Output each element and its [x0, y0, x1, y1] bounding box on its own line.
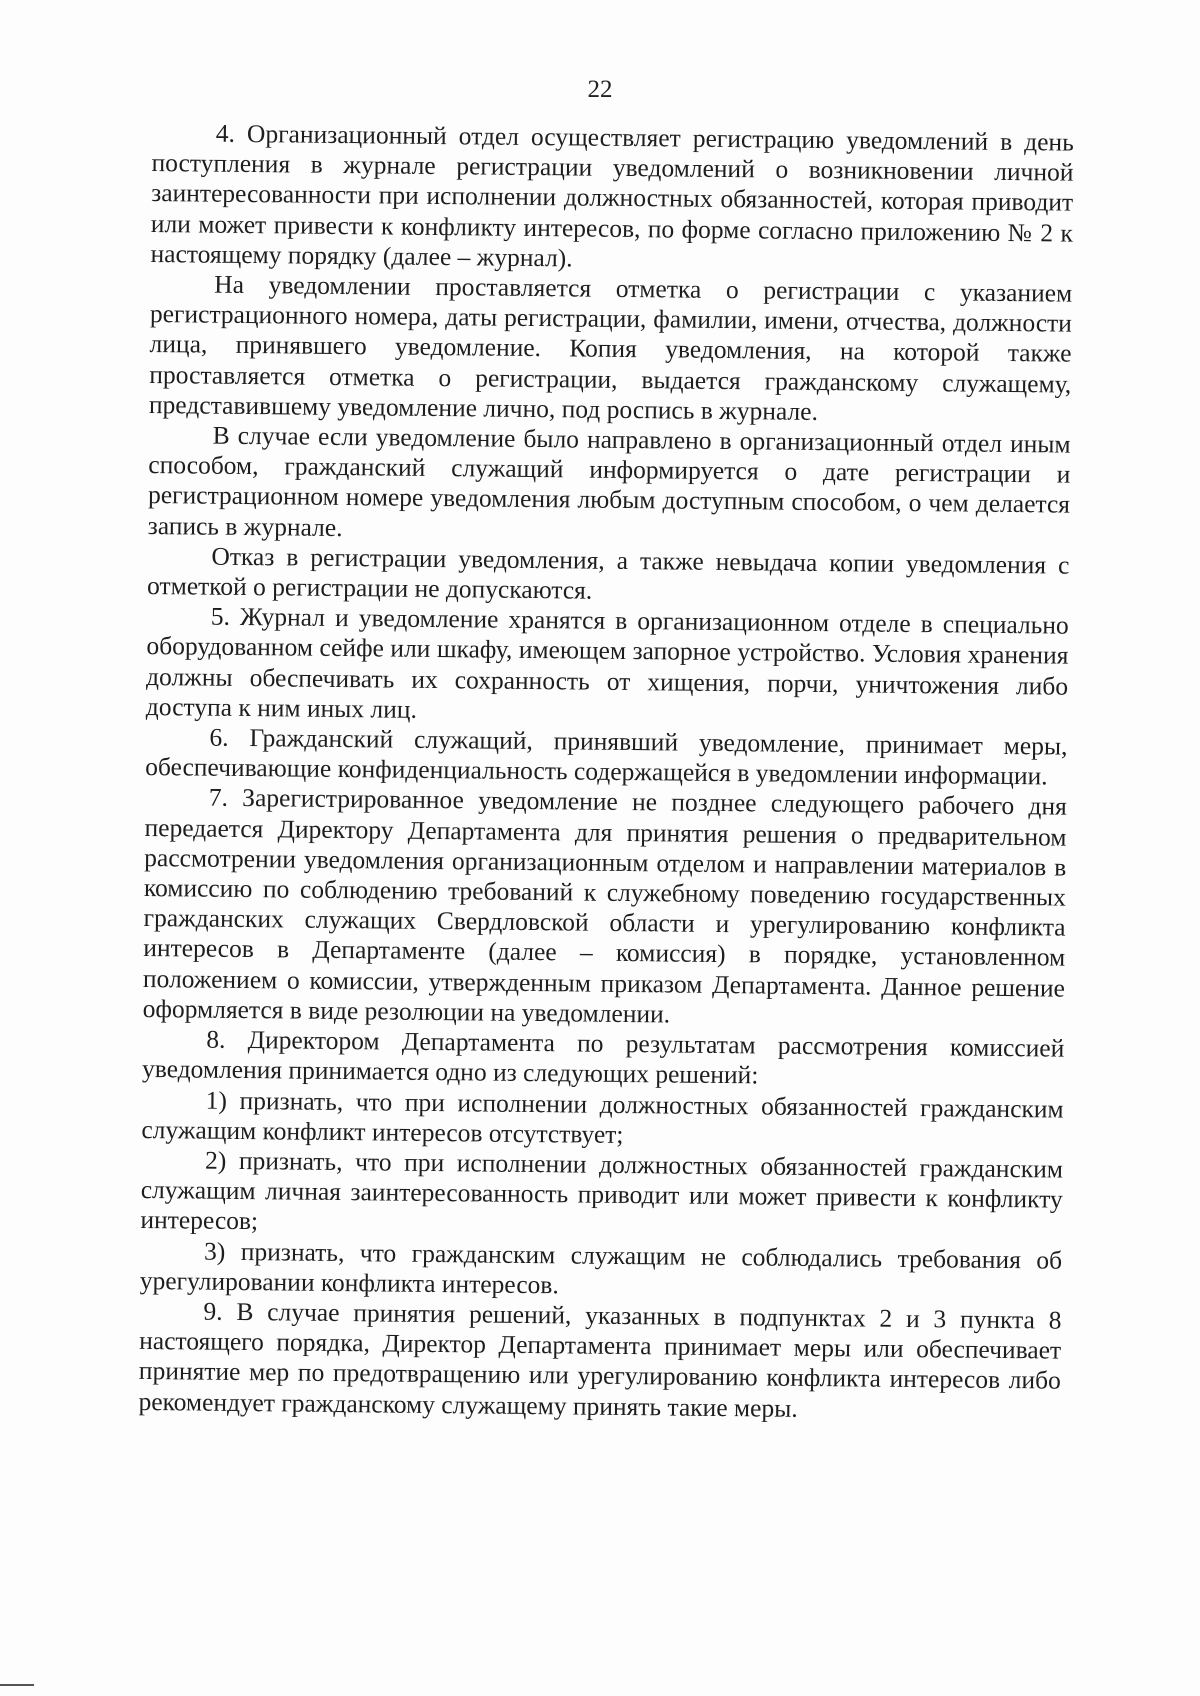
- scan-edge-mark: [0, 1684, 34, 1686]
- paragraph-8-decisions: 8. Директором Департамента по результатам рассмотрения комиссией уведомления принимается одно из следующих решений:: [141, 1024, 1065, 1090]
- paragraph-9-measures: 9. В случае принятия решений, указанных в подпунктах 2 и 3 пункта 8 настоящего порядка, Директор Департамента принимает меры или обеспечивает принятие мер по предотвращению или урегулированию конфликта интересов либо рекомендует гражданскому служащему принять такие меры.: [138, 1296, 1062, 1423]
- paragraph-refusal: Отказ в регистрации уведомления, а также невыдача копии уведомления с отметкой о регистрации не допускаются.: [146, 541, 1070, 605]
- paragraph-6-confidentiality: 6. Гражданский служащий, принявший уведомление, принимает меры, обеспечивающие конфиденциальность содержащейся в уведомлении информации.: [145, 722, 1068, 791]
- paragraph-4-registration: 4. Организационный отдел осуществляет регистрацию уведомлений в день поступления в журнале регистрации уведомлений о возникновении личной заинтересованности при исполнении должностных обязанностей, которая приводит или может привести к конфликту интересов, по форме согласно приложению № 2 к настоящему порядку (далее – журнал).: [150, 118, 1074, 273]
- paragraph-7-transfer: 7. Зарегистрированное уведомление не позднее следующего рабочего дня передается Директору Департамента для принятия решения о предварительном рассмотрении уведомления организационным отделом и направлении материалов в комиссию по соблюдению требований к служебному поведению государственных гражданских служащих Свердловской области и урегулированию конфликта интересов в Департаменте (далее – комиссия) в порядке, установленном положением о комиссии, утвержденным приказом Департамента. Данное решение оформляется в виде резолюции на уведомлении.: [142, 783, 1067, 1029]
- paragraph-registration-mark: На уведомлении проставляется отметка о регистрации с указанием регистрационного номера, даты регистрации, фамилии, имени, отчества, должности лица, принявшего уведомление. Копия уведомления, на которой также проставляется отметка о регистрации, выдается гражданскому служащему, представившему уведомление лично, под роспись в журнале.: [148, 269, 1073, 426]
- list-item-decision-3: 3) признать, что гражданским служащим не соблюдались требования об урегулировании конфликта интересов.: [139, 1236, 1063, 1300]
- paragraph-other-method: В случае если уведомление было направлено в организационный отдел иным способом, гражданский служащий информируется о дате регистрации и регистрационном номере уведомления любым доступным способом, о чем делается запись в журнале.: [147, 420, 1071, 542]
- paragraph-5-storage: 5. Журнал и уведомление хранятся в организационном отделе в специально оборудованном сейфе или шкафу, имеющем запорное устройство. Условия хранения должны обеспечивать их сохранность от хищения, порчи, уничтожения либо доступа к ним иных лиц.: [145, 601, 1069, 724]
- page-number: 22: [587, 76, 613, 103]
- document-body: [138, 118, 1074, 1426]
- list-item-decision-1: 1) признать, что при исполнении должностных обязанностей гражданским служащим конфликт интересов отсутствует;: [141, 1085, 1064, 1149]
- list-item-decision-2: 2) признать, что при исполнении должностных обязанностей гражданским служащим личная заинтересованность приводит или может привести к конфликту интересов;: [140, 1145, 1064, 1236]
